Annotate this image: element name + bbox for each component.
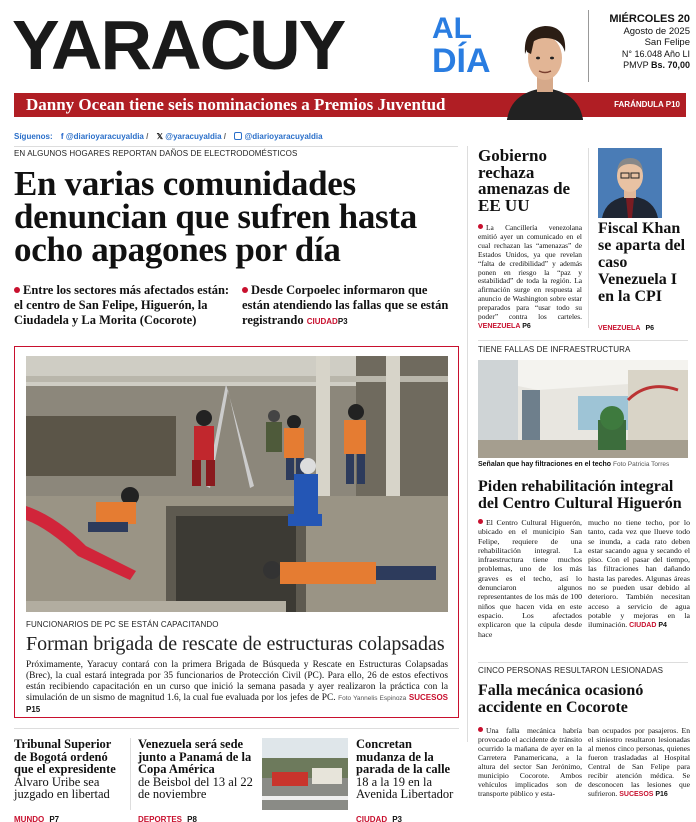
instagram-icon xyxy=(234,132,242,140)
x-icon: 𝕏 xyxy=(156,132,164,141)
bullet-icon xyxy=(14,287,20,293)
edition-city: San Felipe xyxy=(644,37,690,48)
falla-col-2 xyxy=(588,726,690,799)
rescue-page: P15 xyxy=(26,704,41,714)
rescue-headline[interactable]: Forman brigada de rescate de estructuras colapsadas xyxy=(26,633,445,655)
facebook-icon: f xyxy=(60,132,64,141)
falla-page: P16 xyxy=(655,791,668,798)
lead-section[interactable]: CIUDAD xyxy=(306,317,338,326)
bullet-icon xyxy=(242,287,248,293)
rescue-credit: Foto Yannelis Espinoza xyxy=(338,694,407,702)
edition-price xyxy=(594,60,690,72)
rescue-photo xyxy=(26,356,448,612)
rescue-kicker: FUNCIONARIOS DE PC SE ESTÁN CAPACITANDO xyxy=(26,620,219,629)
bottom-item-2[interactable] xyxy=(138,738,256,822)
bottom-2-sub: de Beisbol del 13 al 22 de noviembre xyxy=(138,774,253,801)
cultural-col-2-text: mucho no tiene techo, por lo tanto, cada vez que llueve todo se inunda, a cada rato deben estar sacando agua y secando el piso. Con el pasar del tiempo, las filtraciones han dañando hasta las paredes. Algunas áreas no se pueden usar debido al deterioro. También necesitan acceso a servicio de agua potable y mejoras en la iluminación. xyxy=(588,518,690,630)
lead-point-2 xyxy=(242,283,456,329)
gobierno-page: P6 xyxy=(522,322,531,330)
bottom-3-sub: 18 a la 19 en la Avenida Libertador xyxy=(356,774,454,801)
cultural-col-1 xyxy=(478,518,582,639)
social-bar xyxy=(14,132,323,141)
bottom-2-section[interactable]: DEPORTES xyxy=(138,814,183,822)
lead-point-1 xyxy=(14,283,236,328)
social-label: Síguenos: xyxy=(14,132,53,141)
bottom-3-headline: Concretan mudanza de la parada de la calle xyxy=(356,737,451,776)
rescue-body xyxy=(26,660,448,716)
banner-headline[interactable]: Danny Ocean tiene seis nominaciones a Premios Juventud xyxy=(26,95,446,114)
lead-point-1-text: Entre los sectores más afectados están: el centro de San Felipe, Higuerón, la Ciudadela y La Morita (Cocorote) xyxy=(14,283,230,327)
gobierno-section[interactable]: VENEZUELA xyxy=(478,322,521,330)
bottom-1-headline: Tribunal Superior de Bogotá ordenó que el expresidente xyxy=(14,737,116,776)
x-link[interactable]: @yaracuyaldia xyxy=(165,132,222,141)
bottom-2-page: P8 xyxy=(187,814,197,822)
facebook-link[interactable]: @diarioyaracuyaldia xyxy=(65,132,144,141)
falla-col-2-text: ban ocupados por pasajeros. En el siniestro resultaron lesionadas al menos cinco personas, quienes fueron trasladadas al Hospital Central de San Felipe para recibir atención médica. Se desconocen las lesiones que sufrieron. xyxy=(588,726,690,798)
edition-info xyxy=(594,14,690,72)
lead-point-2-text: Desde Corpoelec informaron que están atendiendo las fallas que se están registrando xyxy=(242,283,449,327)
cultural-kicker: TIENE FALLAS DE INFRAESTRUCTURA xyxy=(478,345,631,354)
instagram-link[interactable]: @diarioyaracuyaldia xyxy=(244,132,323,141)
falla-section[interactable]: SUCESOS xyxy=(619,791,654,798)
bullet-icon xyxy=(478,224,483,229)
bottom-1-page: P7 xyxy=(49,814,60,822)
social-separator: / xyxy=(223,132,227,141)
bottom-photo xyxy=(262,738,348,810)
gobierno-body-text: La Cancillería venezolana emitió ayer un comunicado en el cual rechazan las “amenazas” de Estados Unidos, ya que revelan “falta de credibilidad” y además ponen en riesgo la “paz y estabilidad” de toda la región. La afirmación surge en respuesta al anuncio de Washington sobre estar preparados para “usar todo su poder” contra los carteles. xyxy=(478,223,582,322)
masthead-title: YARACUY xyxy=(12,6,345,84)
bottom-item-1[interactable] xyxy=(14,738,124,822)
cultural-credit: Foto Patricia Torres xyxy=(613,461,670,468)
cultural-col-1-text: El Centro Cultural Higuerón, ubicado en el municipio San Felipe, requiere de una rehabilitación integral. La infraestructura tiene muchos problemas, uno de los más graves es el techo, así lo denunciaron algunos representantes de los más de 100 niños que hacen vida en este espacio. Los afectados explicaron que la cúpula desde hace xyxy=(478,518,582,639)
cultural-caption-text: Señalan que hay filtraciones en el techo xyxy=(478,461,612,468)
cultural-caption xyxy=(478,461,669,468)
price-label: PMVP xyxy=(623,60,649,70)
social-separator: / xyxy=(146,132,149,141)
gobierno-body xyxy=(478,224,582,332)
edition-issue: N° 16.048 Año LI xyxy=(621,48,690,59)
bottom-3-section[interactable]: CIUDAD xyxy=(356,814,388,822)
bullet-icon xyxy=(478,727,483,732)
falla-col-1-text: Una falla mecánica habría provocado el accidente de tránsito ocurrido la mañana de ayer en la Carretera Panamericana, a la altura del sector San Jerónimo, municipio Cocorote. Ambos vehículos implicados son de transporte público y esta- xyxy=(478,726,582,798)
khan-headline[interactable]: Fiscal Khan se aparta del caso Venezuela I en la CPI xyxy=(598,220,686,305)
banner-section: FARÁNDULA P10 xyxy=(614,100,680,109)
masthead-dia: DÍA xyxy=(432,42,491,80)
khan-photo xyxy=(598,148,662,218)
bullet-icon xyxy=(478,519,483,524)
lead-page: P3 xyxy=(337,317,348,326)
cultural-photo xyxy=(478,360,688,458)
price-value: Bs. 70,00 xyxy=(650,60,690,70)
falla-col-1 xyxy=(478,726,582,798)
khan-tag xyxy=(598,315,654,334)
gobierno-headline[interactable]: Gobierno rechaza amenazas de EE UU xyxy=(478,146,571,215)
bottom-3-page: P3 xyxy=(392,814,402,822)
masthead-al: AL xyxy=(432,12,472,45)
cultural-col-2 xyxy=(588,518,690,631)
bottom-1-sub: Álvaro Uribe sea juzgado en libertad xyxy=(14,774,110,801)
rescue-body-text: Próximamente, Yaracuy contará con la primera Brigada de Búsqueda y Rescate en Estructuras Colapsadas (Brec), la cual estará integrada por 35 funcionarios de Protección Civil (PC). Para ello, 26 de estos efectivos están recibiendo capacitación en un curso que inició la semana pasada y ayer realizaron la práctica con la simulación de un sismo de magnitud 1.6, la cual fue evaluada por los jefes de PC. xyxy=(26,660,448,703)
bottom-1-section[interactable]: MUNDO xyxy=(14,814,45,822)
rescue-section[interactable]: SUCESOS xyxy=(408,692,449,702)
falla-kicker: CINCO PERSONAS RESULTARON LESIONADAS xyxy=(478,666,664,675)
falla-headline[interactable]: Falla mecánica ocasionó accidente en Cocorote xyxy=(478,682,644,716)
cultural-section[interactable]: CIUDAD xyxy=(629,622,657,630)
masthead xyxy=(0,0,696,92)
khan-section[interactable]: VENEZUELA xyxy=(598,325,641,332)
edition-weekday: MIÉRCOLES 20 xyxy=(609,13,690,25)
cultural-page: P4 xyxy=(658,622,667,630)
edition-date: Agosto de 2025 xyxy=(623,25,690,37)
cultural-headline[interactable]: Piden rehabilitación integral del Centro Cultural Higuerón xyxy=(478,478,682,512)
bottom-2-headline: Venezuela será sede junto a Panamá de la Copa América xyxy=(138,737,252,776)
bottom-item-3[interactable] xyxy=(356,738,460,822)
lead-kicker: EN ALGUNOS HOGARES REPORTAN DAÑOS DE ELECTRODOMÉSTICOS xyxy=(14,149,298,158)
danny-ocean-photo-overlay xyxy=(505,93,585,120)
lead-headline[interactable]: En varias comunidades denuncian que sufren hasta ocho apagones por día xyxy=(14,164,417,269)
khan-page: P6 xyxy=(645,325,655,332)
